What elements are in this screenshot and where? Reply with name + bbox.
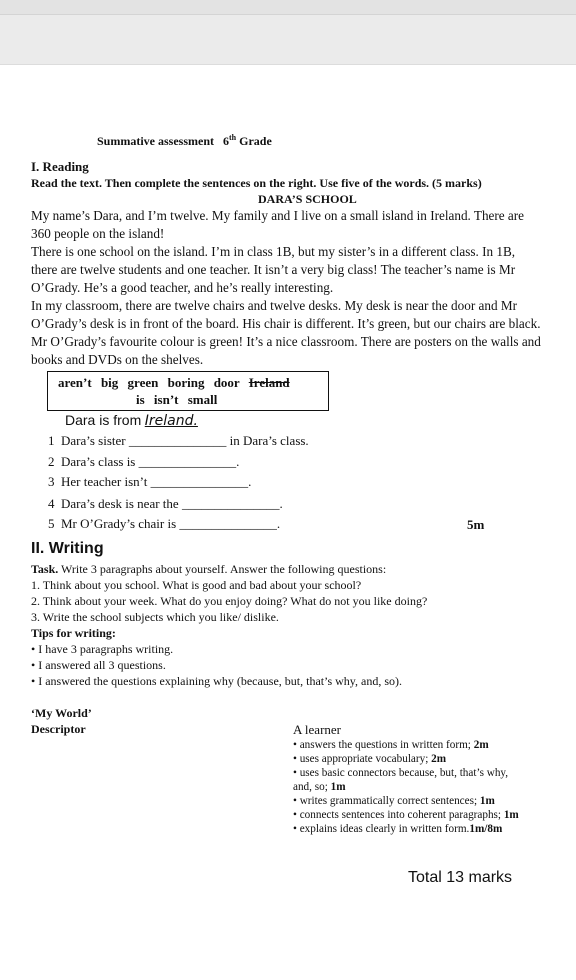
question-text: Dara’s class is <box>61 454 136 469</box>
question-5 <box>48 516 280 532</box>
question-4 <box>48 496 283 512</box>
total-marks: Total 13 marks <box>408 869 513 886</box>
question-text: Her teacher isn’t <box>61 474 148 489</box>
answer-blank[interactable]: _______________ <box>128 433 227 448</box>
text-title: DARA’S SCHOOL <box>258 192 357 206</box>
word-option: door <box>213 375 240 390</box>
descriptor-mark: 1m <box>330 781 346 793</box>
writing-question: 3. Write the school subjects which you like/ dislike. <box>31 610 279 624</box>
passage-line: In my classroom, there are twelve chairs and twelve desks. My desk is near the door and Mr <box>31 298 517 313</box>
browser-tab-strip <box>0 0 576 15</box>
descriptor-text: • connects sentences into coherent paragraphs; <box>293 809 504 821</box>
word-option: isn’t <box>153 392 179 407</box>
question-ending: in Dara’s class. <box>229 433 309 448</box>
learner-label: A learner <box>293 722 342 737</box>
word-option: boring <box>167 375 205 390</box>
tip-item: • I have 3 paragraphs writing. <box>31 642 174 656</box>
question-1 <box>48 433 309 449</box>
descriptor-text: • uses appropriate vocabulary; <box>293 753 432 765</box>
reading-heading: I. Reading <box>31 159 89 174</box>
question-3 <box>48 474 251 490</box>
word-option: is <box>136 392 145 407</box>
example-prefix: Dara is from <box>65 412 142 428</box>
writing-question: 1. Think about you school. What is good and bad about your school? <box>31 578 362 592</box>
word-box-row-1 <box>58 375 290 391</box>
passage-line: 360 people on the island! <box>31 226 165 241</box>
descriptor-line <box>293 822 502 836</box>
grade-word: Grade <box>239 134 272 148</box>
answer-blank[interactable]: _______________ <box>179 516 277 531</box>
my-world-label: ‘My World’ <box>31 706 92 720</box>
descriptor-line <box>293 738 489 752</box>
answer-blank[interactable]: _______________ <box>181 496 280 511</box>
word-box <box>47 371 329 411</box>
passage-line: there are twelve students and one teacher. It isn’t a very big class! The teacher’s name is Mr <box>31 262 516 277</box>
passage-line: My name’s Dara, and I’m twelve. My family and I live on a small island in Ireland. There are <box>31 208 525 223</box>
question-text: Mr O’Grady’s chair is <box>61 516 177 531</box>
question-ending: . <box>279 496 283 511</box>
descriptor-line <box>293 780 346 794</box>
grade-number: 6 <box>223 134 229 148</box>
question-2 <box>48 454 239 470</box>
word-box-row-2 <box>136 392 217 408</box>
passage-line: Mr O’Grady’s favourite colour is green! It’s a nice classroom. There are posters on the walls and <box>31 334 541 349</box>
question-number: 3 <box>48 474 55 489</box>
descriptor-mark: 2m <box>473 739 489 751</box>
question-ending: . <box>248 474 252 489</box>
writing-task <box>31 562 386 577</box>
question-number: 2 <box>48 454 55 469</box>
descriptor-line <box>293 794 495 808</box>
answer-blank[interactable]: _______________ <box>138 454 237 469</box>
task-text: Write 3 paragraphs about yourself. Answer the following questions: <box>61 562 387 576</box>
tips-heading: Tips for writing: <box>31 626 116 640</box>
tip-item: • I answered the questions explaining why (because, but, that’s why, and, so). <box>31 674 403 688</box>
passage-line: There is one school on the island. I’m in class 1B, but my sister’s in a different class. In 1B, <box>31 244 516 259</box>
passage-line: books and DVDs on the shelves. <box>31 352 204 367</box>
descriptor-line <box>293 808 519 822</box>
descriptor-line <box>293 752 446 766</box>
page-title <box>97 133 272 149</box>
descriptor-text: and, so; <box>293 781 331 793</box>
question-number: 4 <box>48 496 55 511</box>
question-ending: . <box>276 516 281 531</box>
word-option: small <box>187 392 218 407</box>
question-ending: . <box>236 454 240 469</box>
reading-marks: 5m <box>467 517 485 532</box>
descriptor-mark: 1m/8m <box>469 823 503 835</box>
question-number: 1 <box>48 433 55 448</box>
descriptor-mark: 1m <box>479 795 495 807</box>
title-text: Summative assessment <box>97 134 214 148</box>
word-option: green <box>127 375 159 390</box>
descriptor-line <box>293 766 508 780</box>
descriptor-text: • explains ideas clearly in written form. <box>293 823 470 835</box>
reading-passage <box>31 207 576 369</box>
passage-line: O’Grady. He’s a good teacher, and he’s really interesting. <box>31 280 334 295</box>
descriptor-mark: 2m <box>431 753 447 765</box>
word-option: big <box>100 375 119 390</box>
tip-item: • I answered all 3 questions. <box>31 658 166 672</box>
example-sentence <box>65 412 198 430</box>
word-option-crossed: Ireland <box>248 375 290 390</box>
grade-superscript: th <box>229 133 237 142</box>
answer-blank[interactable]: _______________ <box>150 474 249 489</box>
writing-question: 2. Think about your week. What do you enjoy doing? What do not you like doing? <box>31 594 428 608</box>
descriptor-text: • writes grammatically correct sentences; <box>293 795 480 807</box>
descriptor-text: • answers the questions in written form; <box>293 739 474 751</box>
descriptor-mark: 1m <box>503 809 519 821</box>
browser-top-bar <box>0 0 576 65</box>
task-label: Task. <box>31 562 59 576</box>
question-text: Dara’s desk is near the <box>61 496 179 511</box>
question-number: 5 <box>48 516 55 531</box>
descriptor-label: Descriptor <box>31 722 86 736</box>
question-text: Dara’s sister <box>61 433 126 448</box>
reading-instruction: Read the text. Then complete the sentences on the right. Use five of the words. (5 marks) <box>31 176 482 190</box>
word-option: aren’t <box>58 375 92 390</box>
example-answer: Ireland. <box>144 413 198 429</box>
passage-line: O’Grady’s desk is in front of the board. His chair is different. It’s green, but our chairs are black. <box>31 316 541 331</box>
writing-heading: II. Writing <box>31 540 104 557</box>
descriptor-text: • uses basic connectors because, but, that’s why, <box>293 767 509 779</box>
